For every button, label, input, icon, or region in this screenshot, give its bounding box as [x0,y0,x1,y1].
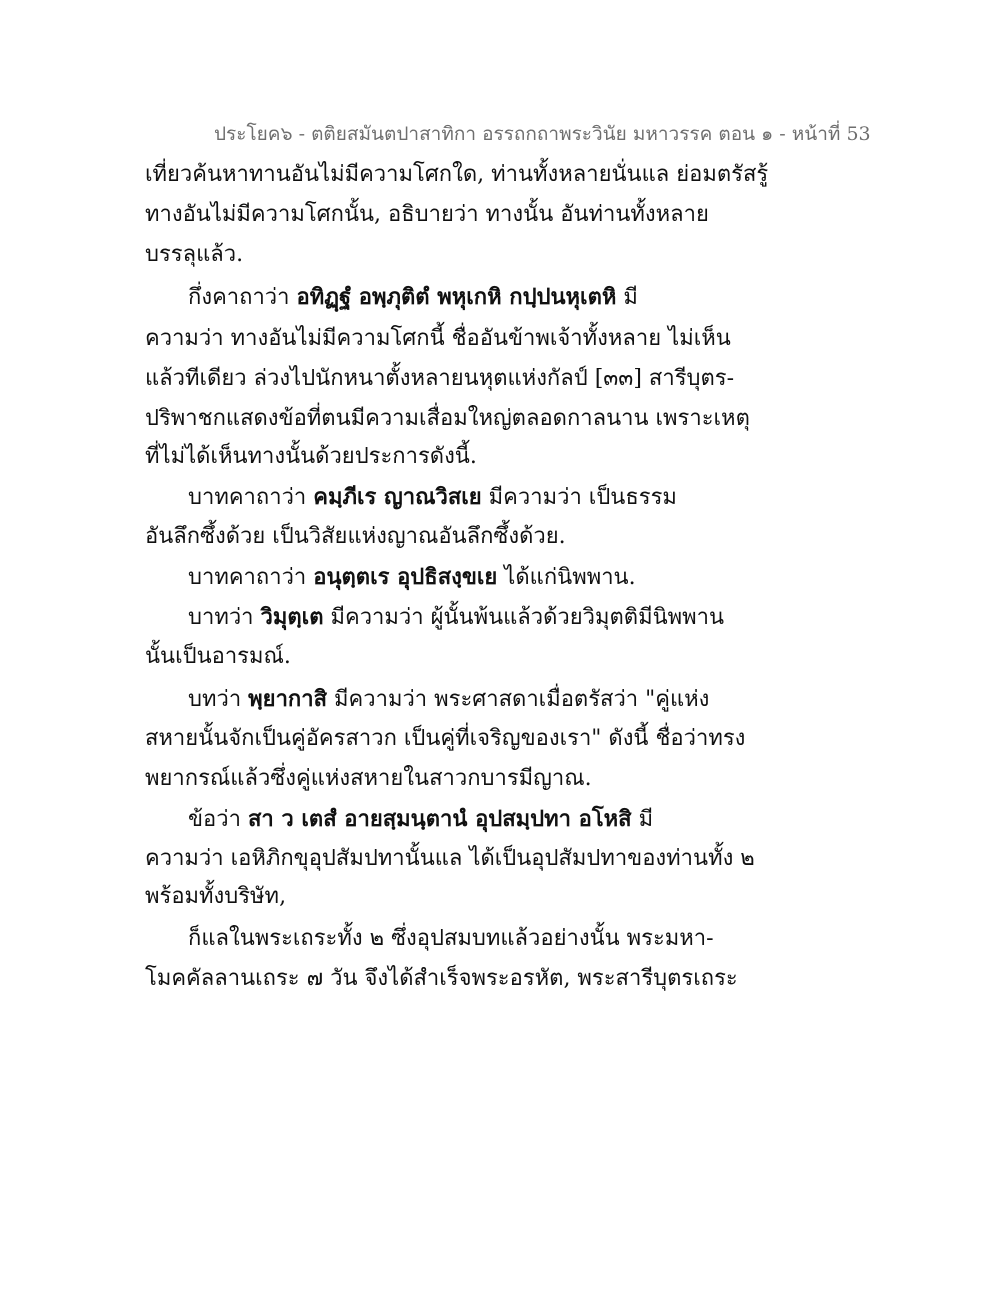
text-line: แล้วทีเดียว ล่วงไปนักหนาตั้งหลายนหุตแห่งกัลป์ [๓๓] สารีบุตร- [145,366,735,391]
running-header: ประโยค๖ - ตติยสมันตปาสาทิกา อรรถกถาพระวินัย มหาวรรค ตอน ๑ - หน้าที่ 53 [214,123,871,145]
pali-term: สา ว เตสํ อายสฺมนฺตานํ อุปสมฺปทา อโหสิ [247,806,632,832]
paragraph-line [188,684,709,715]
paragraph-line [188,482,677,513]
pali-term: วิมุตฺเต [260,604,324,630]
text-line: เที่ยวค้นหาทานอันไม่มีความโศกใด, ท่านทั้งหลายนั่นแล ย่อมตรัสรู้ [145,162,769,187]
text-run: ได้แก่นิพพาน. [497,565,636,590]
text-run: บาทคาถาว่า [188,485,314,510]
text-line: นั้นเป็นอารมณ์. [145,644,291,669]
text-line: ปริพาชกแสดงข้อที่ตนมีความเสื่อมใหญ่ตลอดกาลนาน เพราะเหตุ [145,406,750,431]
paragraph-line [188,804,653,835]
text-line: ที่ไม่ได้เห็นทางนั้นด้วยประการดังนี้. [145,444,477,469]
text-line: พยากรณ์แล้วซึ่งคู่แห่งสหายในสาวกบารมีญาณ. [145,766,592,791]
pali-term: คมฺภีเร ญาณวิสเย [313,484,482,510]
text-run: บาทคาถาว่า [188,565,314,590]
pali-term: อทิฏฺฐํ อพฺภุติตํ พหุเกหิ กปฺปนหุเตหิ [296,284,617,310]
text-line: ทางอันไม่มีความโศกนั้น, อธิบายว่า ทางนั้น อันท่านทั้งหลาย [145,202,709,227]
text-line: โมคคัลลานเถระ ๗ วัน จึงได้สำเร็จพระอรหัต, พระสารีบุตรเถระ [145,966,738,991]
pali-term: พฺยากาสิ [248,686,328,712]
text-run: มีความว่า ผู้นั้นพ้นแล้วด้วยวิมุตติมีนิพพาน [323,605,725,630]
text-run: บทว่า [188,687,249,712]
text-line: อันลึกซึ้งด้วย เป็นวิสัยแห่งญาณอันลึกซึ้งด้วย. [145,524,566,549]
text-run: บาทว่า [188,605,261,630]
paragraph-line: ก็แลในพระเถระทั้ง ๒ ซึ่งอุปสมบทแล้วอย่างนั้น พระมหา- [188,926,714,951]
text-run: ข้อว่า [188,807,248,832]
paragraph-line [188,562,636,593]
text-line: ความว่า เอหิภิกขุอุปสัมปทานั้นแล ได้เป็นอุปสัมปทาของท่านทั้ง ๒ [145,846,755,871]
text-line: บรรลุแล้ว. [145,242,244,267]
text-run: มี [631,807,654,832]
text-run: กึ่งคาถาว่า [188,285,297,310]
text-line: ความว่า ทางอันไม่มีความโศกนี้ ชื่ออันข้าพเจ้าทั้งหลาย ไม่เห็น [145,326,731,351]
text-run: มีความว่า พระศาสดาเมื่อตรัสว่า "คู่แห่ง [327,687,710,712]
text-run: มี [616,285,638,310]
text-line: สหายนั้นจักเป็นคู่อัครสาวก เป็นคู่ที่เจริญของเรา" ดังนี้ ชื่อว่าทรง [145,726,746,751]
pali-term: อนุตฺตเร อุปธิสงฺขเย [313,564,498,590]
paragraph-line [188,602,724,633]
text-line: พร้อมทั้งบริษัท, [145,884,287,909]
paragraph-line [188,282,638,313]
text-run: มีความว่า เป็นธรรม [481,485,677,510]
